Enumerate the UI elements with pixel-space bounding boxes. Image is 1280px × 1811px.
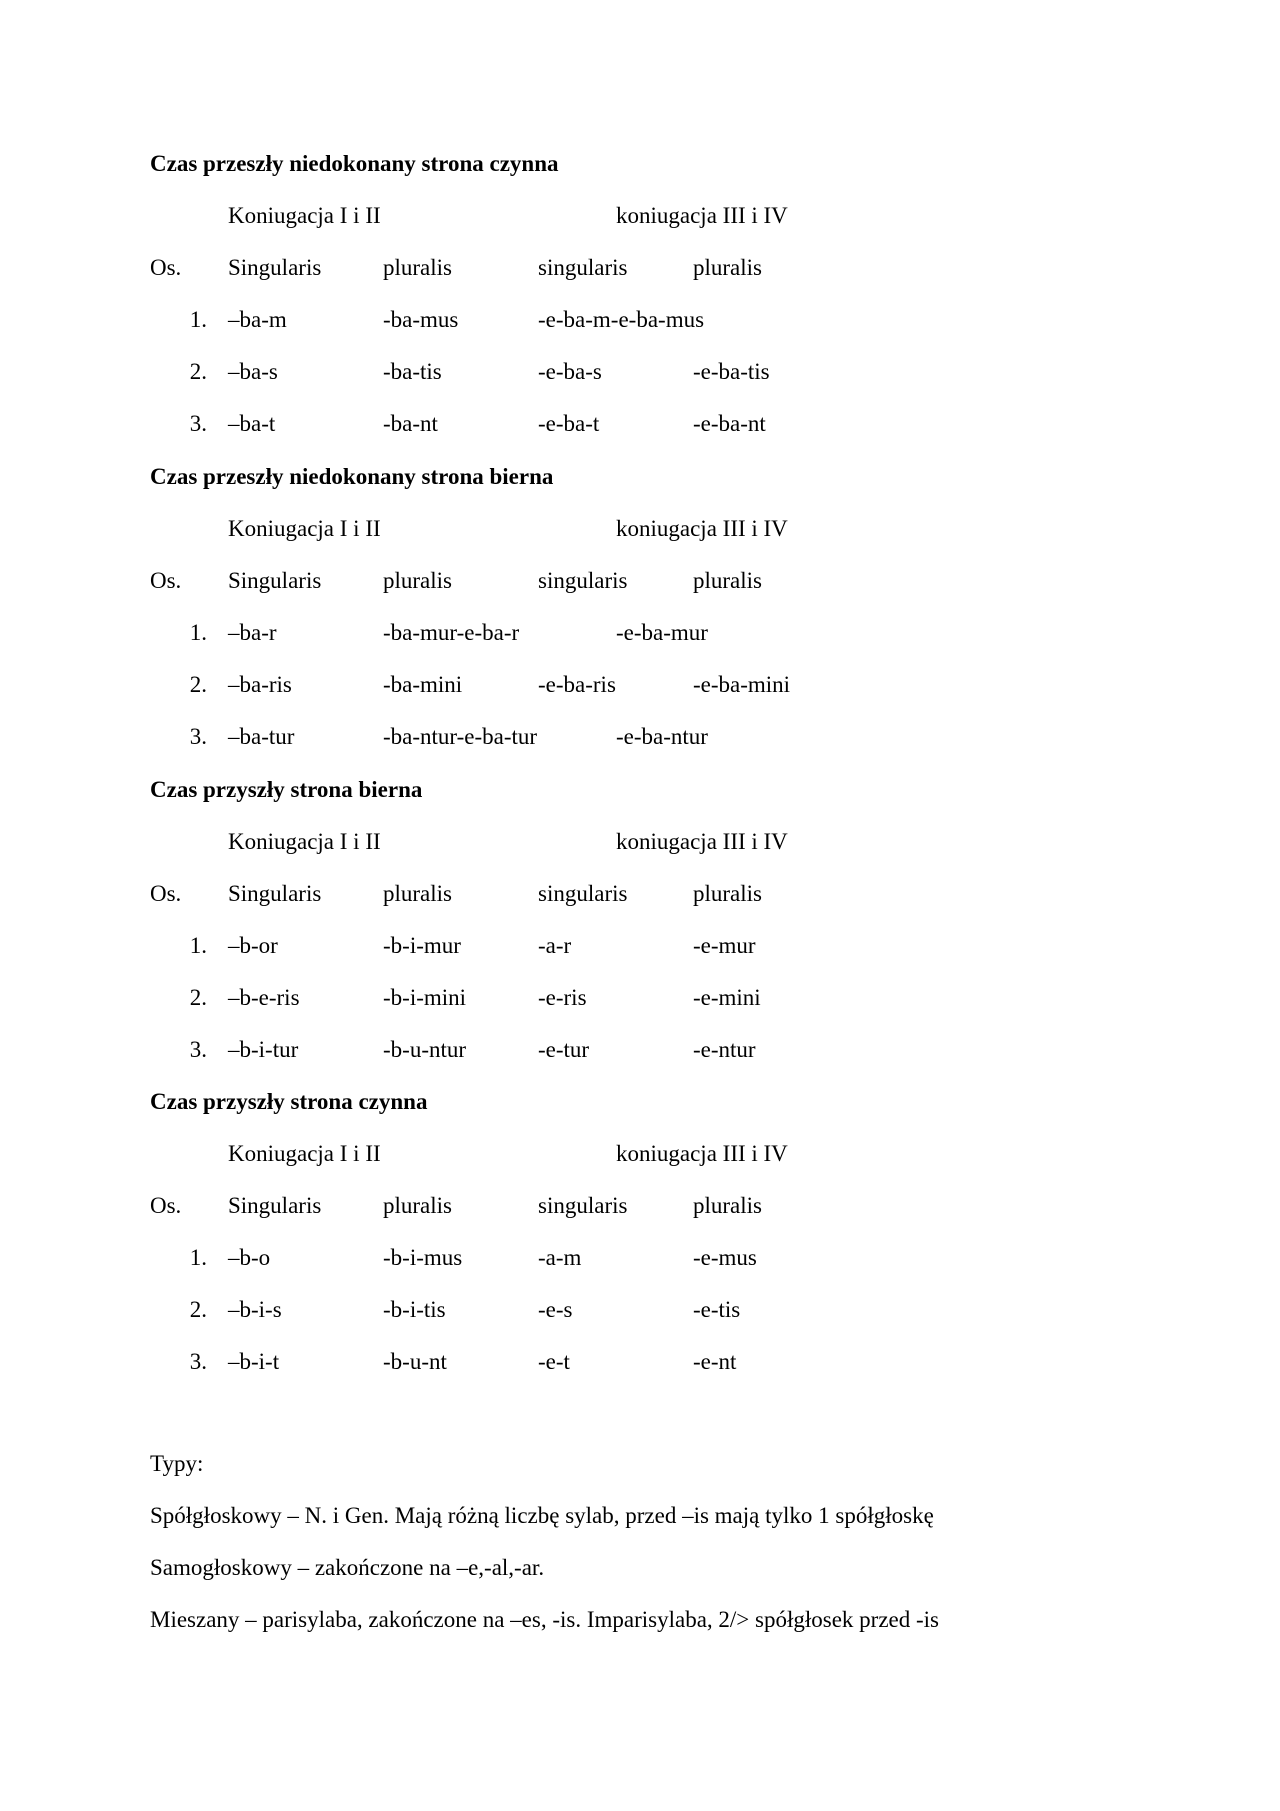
cell-sg2: -e-ba-t — [538, 411, 600, 436]
table-row — [0, 932, 1280, 960]
conjugation-right: koniugacja III i IV — [616, 516, 788, 541]
cell-sg1: –ba-t — [228, 411, 276, 436]
conjugation-left: Koniugacja I i II — [228, 1141, 381, 1166]
cell-sg2-pl2-inline — [538, 306, 704, 334]
cell-pl2: -e-mus — [693, 1245, 757, 1270]
header-singularis-1: Singularis — [228, 568, 322, 593]
table-row — [0, 1348, 1280, 1376]
header-line — [0, 254, 1280, 282]
header-pluralis-2: pluralis — [693, 1193, 762, 1218]
row-number: 1. — [189, 933, 207, 958]
header-os: Os. — [150, 1193, 182, 1218]
row-number: 2. — [189, 672, 207, 697]
cell-sg2: -e-ba-s — [538, 359, 602, 384]
row-number: 3. — [189, 724, 207, 749]
header-os: Os. — [150, 255, 182, 280]
cell-pl1: -b-u-ntur — [383, 1037, 467, 1062]
cell-pl2: -e-mur — [693, 933, 756, 958]
cell-sg2: -a-m — [538, 1245, 582, 1270]
conjugation-left: Koniugacja I i II — [228, 516, 381, 541]
cell-pl1: -b-i-mini — [383, 985, 467, 1010]
row-number: 3. — [189, 1349, 207, 1374]
table-row — [0, 723, 1280, 751]
table-row — [0, 1036, 1280, 1064]
header-singularis-1: Singularis — [228, 255, 322, 280]
types-line-2: Samogłoskowy – zakończone na –e,-al,-ar. — [150, 1555, 545, 1580]
cell-pl1: -b-i-mus — [383, 1245, 463, 1270]
header-singularis-2: singularis — [538, 881, 628, 906]
cell-pl1: -b-i-mur — [383, 933, 461, 958]
cell-pl2: -e-nt — [693, 1349, 737, 1374]
conjugation-left: Koniugacja I i II — [228, 829, 381, 854]
conjugation-right: koniugacja III i IV — [616, 203, 788, 228]
header-pluralis-2: pluralis — [693, 881, 762, 906]
cell-sg2: -e-s — [538, 1297, 573, 1322]
row-number: 3. — [189, 411, 207, 436]
conjugation-line — [0, 828, 1280, 856]
header-os: Os. — [150, 568, 182, 593]
header-line — [0, 567, 1280, 595]
table-row — [0, 1296, 1280, 1324]
cell-pl1: -ba-mus — [383, 307, 459, 332]
types-line-3: Mieszany – parisylaba, zakończone na –es, -is. Imparisylaba, 2/> spółgłosek przed -is — [150, 1607, 939, 1632]
table-row — [0, 410, 1280, 438]
header-pluralis-1: pluralis — [383, 568, 452, 593]
cell-pl2: -e-ba-tis — [693, 359, 770, 384]
cell-pl1: -ba-mini — [383, 672, 463, 697]
header-pluralis-1: pluralis — [383, 255, 452, 280]
cell-pl1: -b-u-nt — [383, 1349, 447, 1374]
table-row — [0, 984, 1280, 1012]
types-title: Typy: — [150, 1451, 204, 1476]
cell-sg1: –ba-ris — [228, 672, 292, 697]
row-number: 2. — [189, 1297, 207, 1322]
header-line — [0, 880, 1280, 908]
conjugation-right: koniugacja III i IV — [616, 1141, 788, 1166]
table-row — [0, 306, 1280, 334]
cell-pl2: -e-ba-mur — [616, 620, 708, 645]
row-number: 1. — [189, 307, 207, 332]
row-number: 2. — [189, 985, 207, 1010]
cell-pl1: -ba-tis — [383, 359, 442, 384]
cell-sg1: –b-i-s — [228, 1297, 282, 1322]
cell-pl2: -e-ba-nt — [693, 411, 766, 436]
cell-sg2: -e-ris — [538, 985, 587, 1010]
section-heading: Czas przyszły strona bierna — [150, 777, 423, 802]
header-pluralis-1: pluralis — [383, 1193, 452, 1218]
table-row — [0, 619, 1280, 647]
row-number: 1. — [189, 620, 207, 645]
row-number: 1. — [189, 1245, 207, 1270]
header-singularis-2: singularis — [538, 255, 628, 280]
cell-sg1: –ba-s — [228, 359, 278, 384]
cell-pl1: -ba-ntur-e-ba-tur — [383, 724, 538, 749]
cell-sg1: –b-i-t — [228, 1349, 280, 1374]
row-number: 2. — [189, 359, 207, 384]
cell-pl2: -e-ba-mus — [610, 307, 705, 332]
table-row — [0, 671, 1280, 699]
cell-sg1: –b-o — [228, 1245, 271, 1270]
conjugation-left: Koniugacja I i II — [228, 203, 381, 228]
conjugation-right: koniugacja III i IV — [616, 829, 788, 854]
conjugation-line — [0, 515, 1280, 543]
cell-pl1: -b-i-tis — [383, 1297, 446, 1322]
section-heading: Czas przeszły niedokonany strona bierna — [150, 464, 554, 489]
header-pluralis-1: pluralis — [383, 881, 452, 906]
conjugation-line — [0, 1140, 1280, 1168]
cell-sg1: –b-i-tur — [228, 1037, 299, 1062]
section-heading: Czas przeszły niedokonany strona czynna — [150, 151, 559, 176]
cell-sg2: -e-ba-m — [538, 307, 611, 332]
header-singularis-1: Singularis — [228, 1193, 322, 1218]
cell-pl2: -e-ntur — [693, 1037, 756, 1062]
header-singularis-2: singularis — [538, 568, 628, 593]
cell-pl1: -ba-nt — [383, 411, 438, 436]
header-singularis-1: Singularis — [228, 881, 322, 906]
header-pluralis-2: pluralis — [693, 568, 762, 593]
cell-sg1: –b-or — [228, 933, 278, 958]
cell-sg2: -e-t — [538, 1349, 570, 1374]
section-heading: Czas przyszły strona czynna — [150, 1089, 428, 1114]
table-row — [0, 1244, 1280, 1272]
cell-pl1: -ba-mur-e-ba-r — [383, 620, 520, 645]
types-line-1: Spółgłoskowy – N. i Gen. Mają różną liczbę sylab, przed –is mają tylko 1 spółgłoskę — [150, 1503, 934, 1528]
header-pluralis-2: pluralis — [693, 255, 762, 280]
header-line — [0, 1192, 1280, 1220]
cell-sg1: –ba-r — [228, 620, 277, 645]
table-row — [0, 358, 1280, 386]
cell-pl2: -e-ba-mini — [693, 672, 791, 697]
cell-sg1: –ba-m — [228, 307, 287, 332]
cell-sg2: -e-ba-ris — [538, 672, 616, 697]
cell-pl2: -e-tis — [693, 1297, 741, 1322]
header-singularis-2: singularis — [538, 1193, 628, 1218]
cell-sg2: -e-tur — [538, 1037, 590, 1062]
cell-pl2: -e-mini — [693, 985, 761, 1010]
row-number: 3. — [189, 1037, 207, 1062]
cell-sg1: –ba-tur — [228, 724, 295, 749]
conjugation-line — [0, 202, 1280, 230]
cell-pl2: -e-ba-ntur — [616, 724, 708, 749]
header-os: Os. — [150, 881, 182, 906]
cell-sg1: –b-e-ris — [228, 985, 300, 1010]
cell-sg2: -a-r — [538, 933, 572, 958]
